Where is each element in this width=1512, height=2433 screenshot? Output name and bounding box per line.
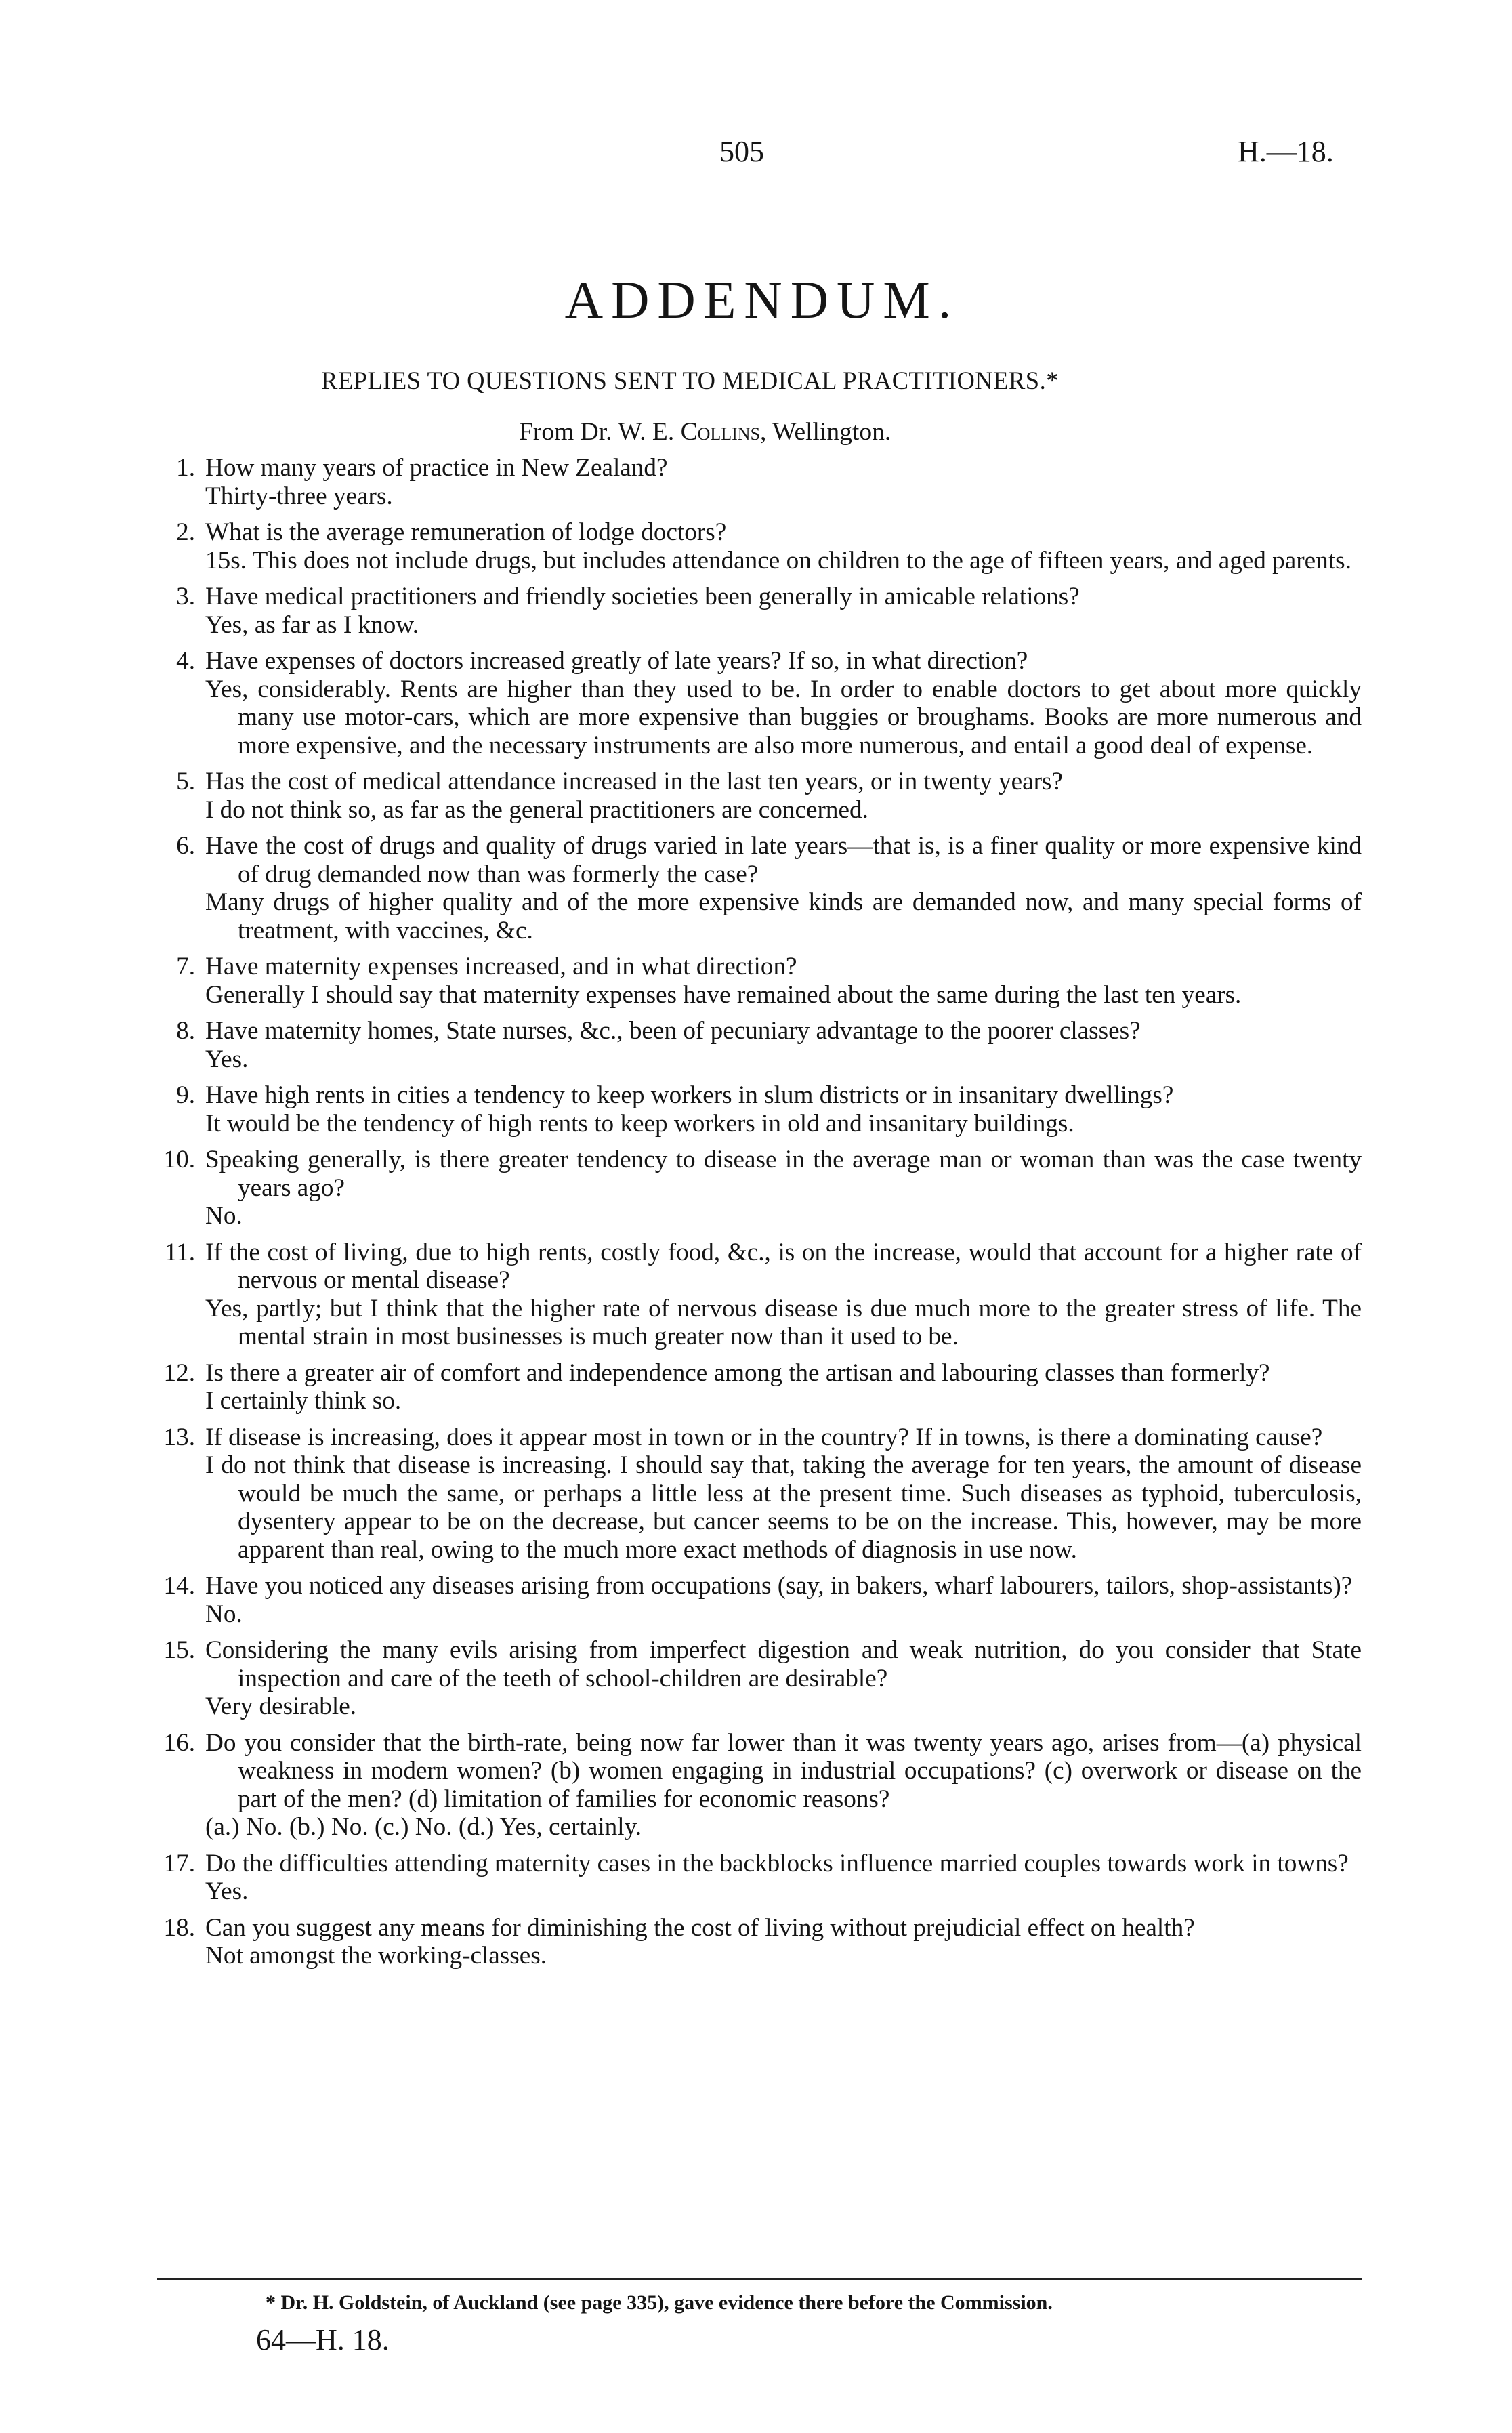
question-number: 7.: [176, 953, 195, 980]
question-text: Do you consider that the birth-rate, being now far lower than it was twenty years ago, arises from—(a) physical weakness in modern women? (b) women engaging in industrial occupations? (c) overwork or disease on the part of the men? (d) limitation of families for economic reasons?: [205, 1728, 1362, 1813]
signature-mark: 64—H. 18.: [256, 2323, 390, 2356]
section-subtitle: REPLIES TO QUESTIONS SENT TO MEDICAL PRACTITIONERS.*: [321, 367, 1059, 394]
qa-item: [115, 1017, 1362, 1073]
question-number: 13.: [163, 1423, 195, 1451]
qa-item: [115, 953, 1362, 1009]
author-name: Collins: [680, 418, 761, 446]
question-number: 14.: [163, 1572, 195, 1600]
qa-item: [115, 1636, 1362, 1721]
answer-text: (a.) No. (b.) No. (c.) No. (d.) Yes, certainly.: [205, 1813, 642, 1841]
answer-text: Not amongst the working-classes.: [205, 1942, 547, 1970]
qa-item: [115, 583, 1362, 639]
answer-text: 15s. This does not include drugs, but includes attendance on children to the age of fifteen years, and aged parents.: [205, 546, 1351, 575]
answer-text: I do not think so, as far as the general practitioners are concerned.: [205, 795, 868, 824]
question-text: Have expenses of doctors increased greatly of late years? If so, in what direction?: [205, 647, 1028, 675]
question-number: 10.: [163, 1146, 195, 1173]
answer-text: Yes, partly; but I think that the higher rate of nervous disease is due much more to the greater stress of life. The mental strain in most businesses is much greater now than it used to be.: [205, 1294, 1362, 1350]
answer-text: It would be the tendency of high rents to keep workers in old and insanitary buildings.: [205, 1109, 1074, 1138]
question-text: Have high rents in cities a tendency to keep workers in slum districts or in insanitary dwellings?: [205, 1081, 1174, 1109]
footnote-divider: [157, 2278, 1362, 2280]
question-number: 5.: [176, 768, 195, 795]
footnote: * Dr. H. Goldstein, of Auckland (see page 335), gave evidence there before the Commission.: [266, 2291, 1053, 2314]
answer-text: Yes.: [205, 1877, 249, 1905]
qa-item: [115, 1914, 1362, 1970]
qa-item: [115, 1572, 1362, 1628]
question-number: 9.: [176, 1081, 195, 1109]
question-text: Have the cost of drugs and quality of drugs varied in late years—that is, is a finer quality or more expensive kind of drug demanded now than was formerly the case?: [205, 832, 1362, 888]
qa-item: [115, 768, 1362, 824]
question-number: 6.: [176, 832, 195, 860]
page-title: ADDENDUM.: [564, 270, 960, 329]
question-number: 12.: [163, 1358, 195, 1387]
question-number: 1.: [176, 454, 195, 482]
answer-text: Very desirable.: [205, 1692, 357, 1720]
question-text: If the cost of living, due to high rents, costly food, &c., is on the increase, would that account for a higher rate of nervous or mental disease?: [205, 1238, 1362, 1294]
question-text: Have maternity homes, State nurses, &c., been of pecuniary advantage to the poorer classes?: [205, 1017, 1141, 1045]
qa-item: [115, 1423, 1362, 1564]
answer-text: Thirty-three years.: [205, 482, 393, 510]
answer-text: Yes, as far as I know.: [205, 610, 419, 639]
question-number: 15.: [163, 1636, 195, 1664]
qa-item: [115, 1146, 1362, 1230]
answer-text: No.: [205, 1202, 243, 1230]
question-number: 3.: [176, 583, 195, 610]
page-number: 505: [719, 135, 764, 168]
from-prefix: From Dr. W. E.: [519, 418, 681, 446]
question-answer-list: [115, 454, 1362, 1978]
question-text: How many years of practice in New Zealand?: [205, 454, 668, 482]
from-suffix: , Wellington.: [760, 418, 891, 446]
question-text: Can you suggest any means for diminishing the cost of living without prejudicial effect on health?: [205, 1913, 1195, 1942]
question-text: Is there a greater air of comfort and independence among the artisan and labouring classes than formerly?: [205, 1358, 1270, 1387]
answer-text: I do not think that disease is increasing. I should say that, taking the average for ten years, the amount of disease would be much the same, or perhaps a little less at the present time. Such diseases as typhoid, tuberculosis, dysentery appear to be on the decrease, but cancer seems to be on the increase. This, however, may be more apparent than real, owing to the much more exact methods of diagnosis in use now.: [205, 1451, 1362, 1564]
qa-item: [115, 454, 1362, 510]
question-text: Have medical practitioners and friendly societies been generally in amicable relations?: [205, 583, 1080, 610]
paper-reference: H.—18.: [1238, 135, 1334, 168]
question-number: 18.: [163, 1913, 195, 1942]
question-number: 2.: [176, 518, 195, 546]
answer-text: I certainly think so.: [205, 1387, 402, 1415]
question-text: Speaking generally, is there greater tendency to disease in the average man or woman than was the case twenty years ago?: [205, 1146, 1362, 1202]
answer-text: No.: [205, 1600, 243, 1628]
qa-item: [115, 1081, 1362, 1138]
qa-item: [115, 832, 1362, 944]
question-text: Have maternity expenses increased, and in what direction?: [205, 953, 797, 980]
question-text: Do the difficulties attending maternity cases in the backblocks influence married couples towards work in towns?: [205, 1849, 1349, 1877]
question-text: Has the cost of medical attendance increased in the last ten years, or in twenty years?: [205, 768, 1063, 795]
question-text: What is the average remuneration of lodge doctors?: [205, 518, 727, 546]
qa-item: [115, 1850, 1362, 1906]
answer-text: Many drugs of higher quality and of the more expensive kinds are demanded now, and many special forms of treatment, with vaccines, &c.: [205, 888, 1362, 944]
answer-text: Yes, considerably. Rents are higher than they used to be. In order to enable doctors to get about more quickly many use motor-cars, which are more expensive than buggies or broughams. Books are more numerous and more expensive, and the necessary instruments are also more numerous, and entail a good deal of expense.: [205, 675, 1362, 760]
qa-item: [115, 1729, 1362, 1842]
question-number: 8.: [176, 1017, 195, 1045]
qa-item: [115, 1359, 1362, 1415]
from-line: [519, 417, 891, 446]
answer-text: Yes.: [205, 1045, 249, 1073]
question-number: 17.: [163, 1849, 195, 1877]
qa-item: [115, 647, 1362, 760]
qa-item: [115, 518, 1362, 575]
question-text: Considering the many evils arising from imperfect digestion and weak nutrition, do you consider that State inspection and care of the teeth of school-children are desirable?: [205, 1636, 1362, 1692]
answer-text: Generally I should say that maternity expenses have remained about the same during the last ten years.: [205, 980, 1242, 1009]
question-number: 11.: [164, 1238, 195, 1266]
question-number: 4.: [176, 647, 195, 675]
question-number: 16.: [163, 1728, 195, 1757]
qa-item: [115, 1239, 1362, 1351]
question-text: If disease is increasing, does it appear most in town or in the country? If in towns, is there a dominating cause?: [205, 1423, 1323, 1451]
question-text: Have you noticed any diseases arising from occupations (say, in bakers, wharf labourers, tailors, shop-assistants)?: [205, 1572, 1353, 1600]
